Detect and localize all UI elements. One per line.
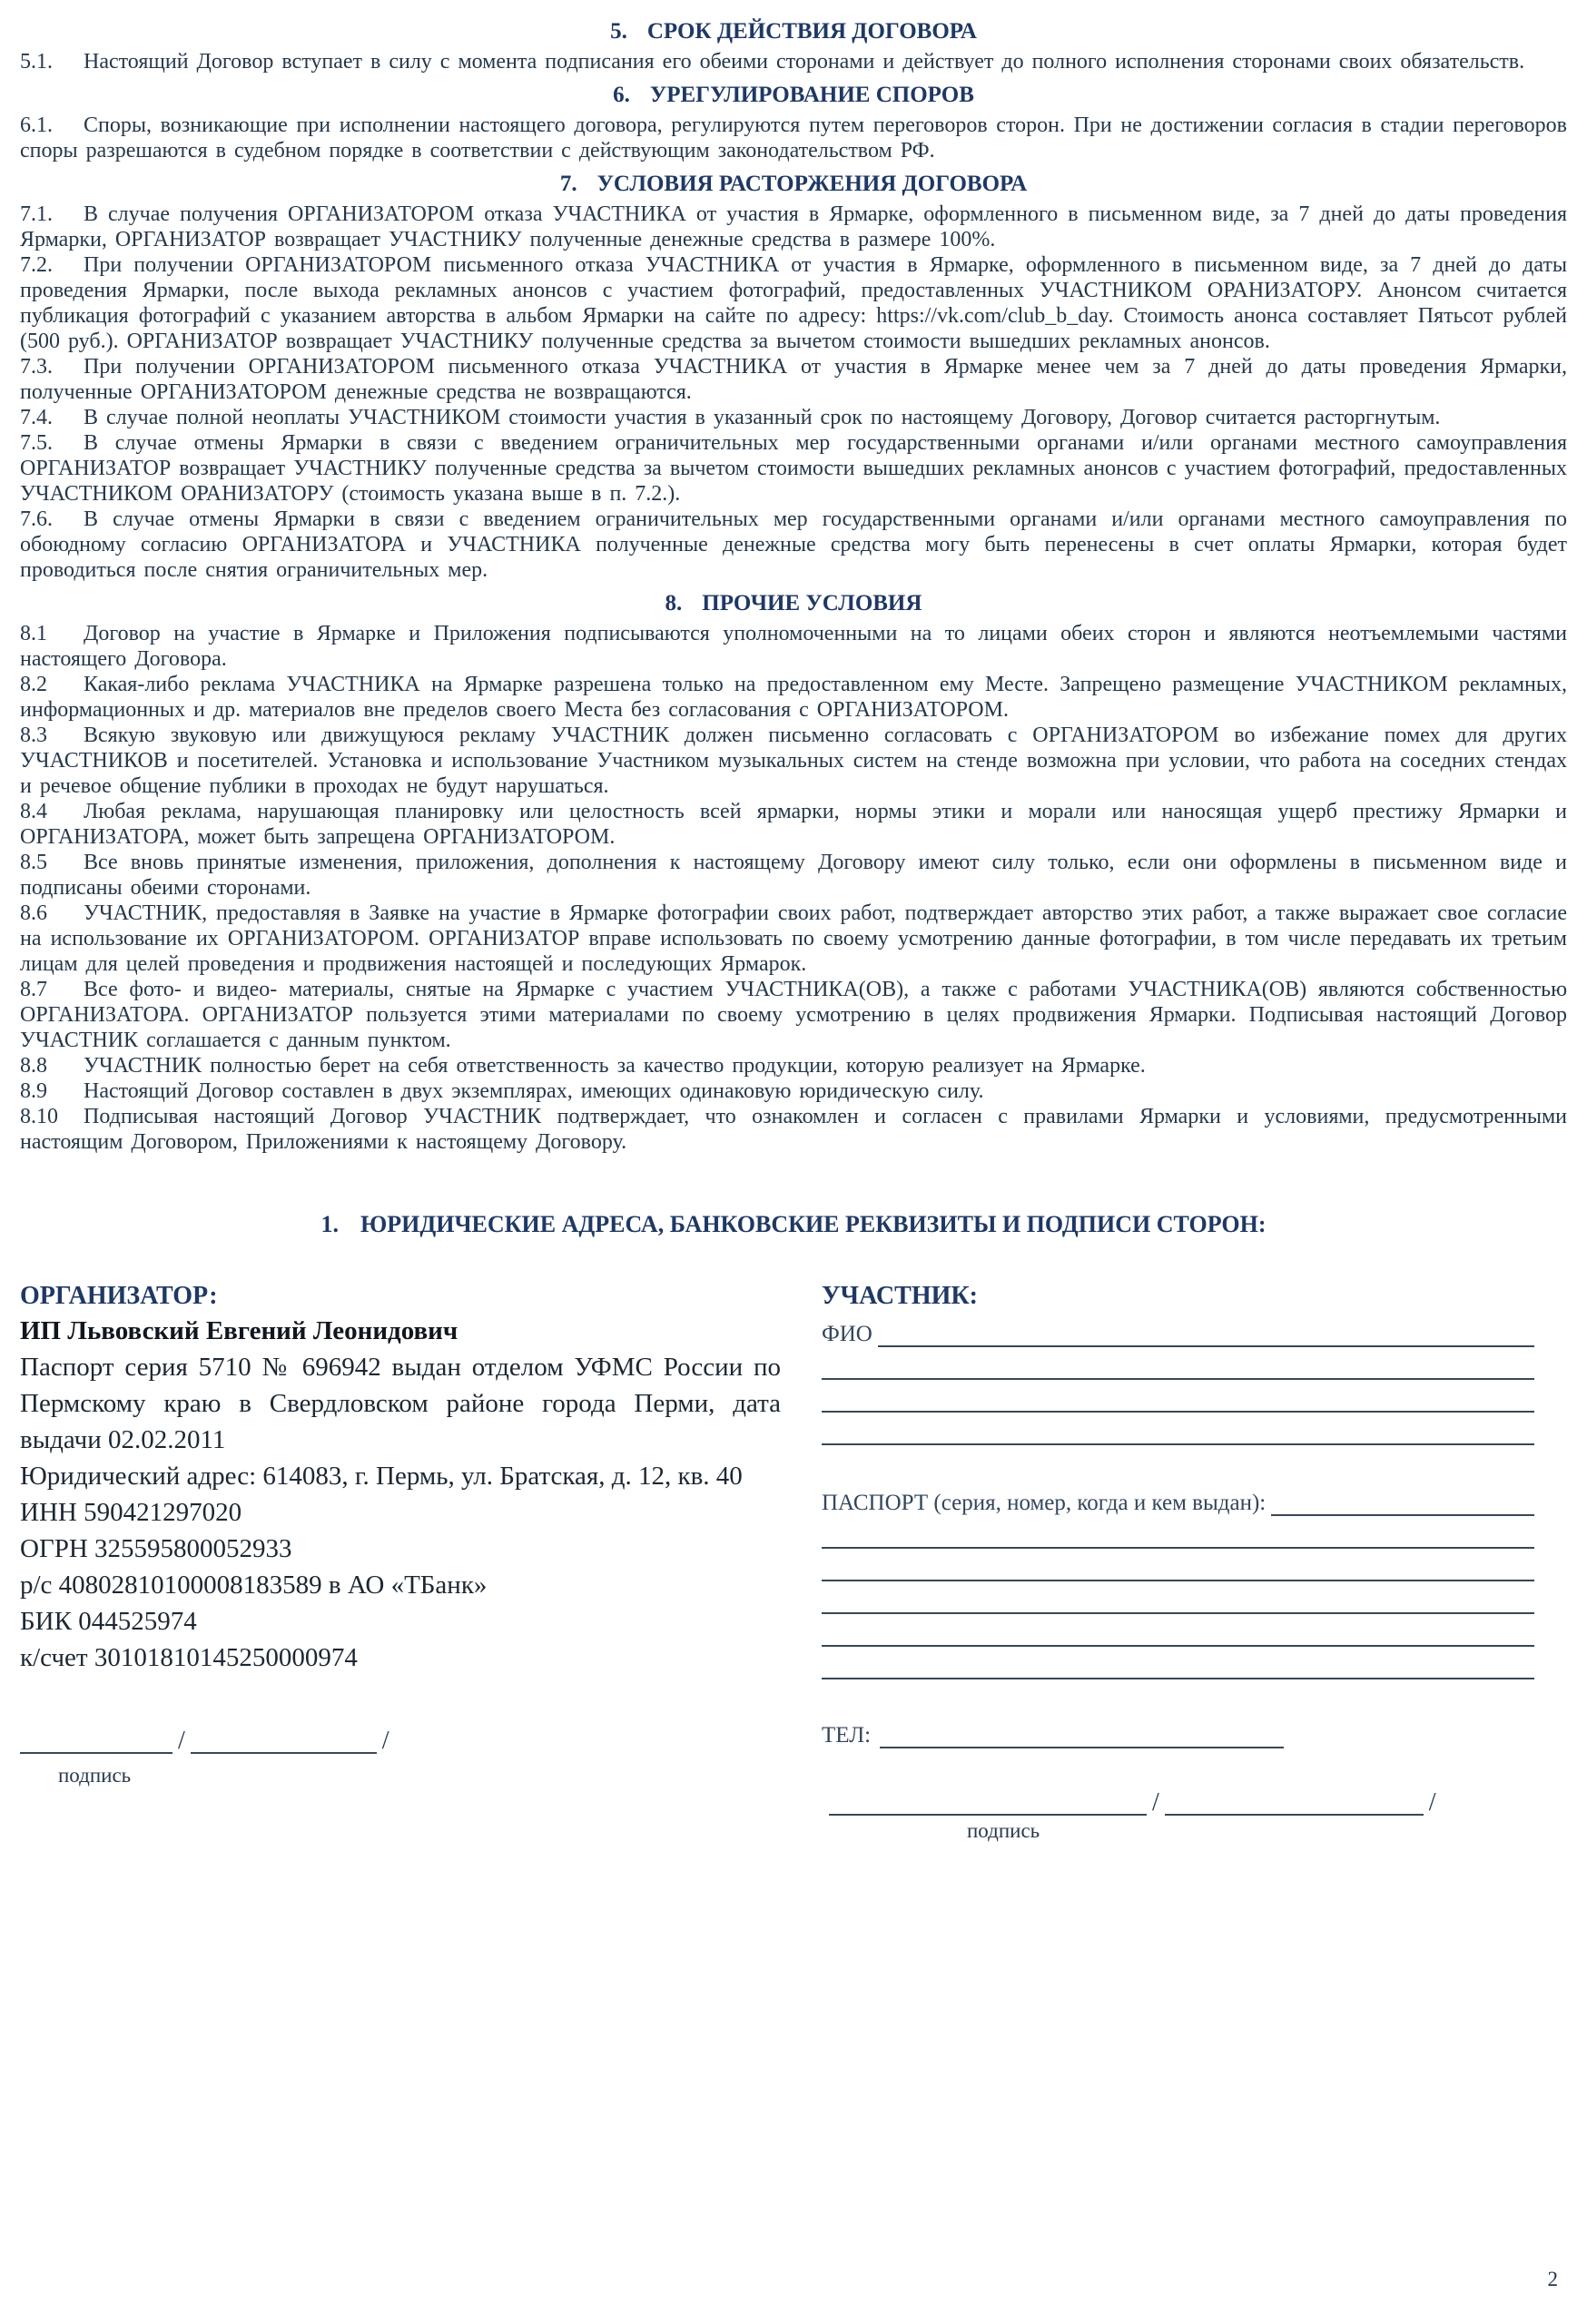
participant-column: [822, 1280, 1534, 1843]
section-heading-7: [20, 171, 1567, 198]
paragraph-text: В случае отмены Ярмарки в связи с введением ограничительных мер государственными органами и/или органами местного самоуправления ОРГАНИЗАТОР возвращает УЧАСТНИКУ полученные средства за вычетом стоимости вышедших рекламных анонсов с участием фотографий, предоставленных УЧАСТНИКОМ ОРАНИЗАТОРУ (стоимость указана выше в п. 7.2.).: [20, 431, 1567, 506]
paragraph-number: 7.3.: [20, 355, 53, 379]
paragraph-text: Настоящий Договор составлен в двух экземплярах, имеющих одинаковую юридическую силу.: [84, 1079, 984, 1103]
organizer-label: ОРГАНИЗАТОР:: [20, 1282, 218, 1310]
requisites-heading: [20, 1211, 1567, 1238]
participant-signature-caption: подпись: [967, 1819, 1040, 1842]
passport-label: ПАСПОРТ (серия, номер, когда и кем выдан):: [822, 1491, 1267, 1515]
organizer-signature-row: [20, 1728, 781, 1754]
organizer-name-line: [191, 1728, 377, 1754]
organizer-address: Юридический адрес: 614083, г. Пермь, ул. Братская, д. 12, кв. 40: [20, 1462, 743, 1491]
contract-paragraph: [20, 723, 1567, 799]
section-heading-6: [20, 82, 1567, 109]
fio-label: ФИО: [822, 1322, 872, 1346]
organizer-signature-line: [20, 1728, 172, 1754]
contract-paragraph: [20, 977, 1567, 1053]
page-number: 2: [1547, 2268, 1558, 2290]
paragraph-text: В случае получения ОРГАНИЗАТОРОМ отказа УЧАСТНИКА от участия в Ярмарке, оформленного в письменном виде, за 7 дней до даты проведения Ярмарки, ОРГАНИЗАТОР возвращает УЧАСТНИКУ полученные денежные средства в размере 100%.: [20, 202, 1567, 251]
contract-paragraph: [20, 405, 1567, 430]
paragraph-number: 6.1.: [20, 113, 53, 137]
section-number: 5.: [610, 19, 627, 44]
organizer-signature-caption: подпись: [58, 1764, 132, 1787]
participant-label: УЧАСТНИК:: [822, 1282, 979, 1310]
paragraph-number: 5.1.: [20, 50, 53, 74]
paragraph-number: 7.5.: [20, 431, 53, 455]
paragraph-text: Любая реклама, нарушающая планировку или целостность всей ярмарки, нормы этики и морали или наносящая ущерб престижу Ярмарки и ОРГАНИЗАТОРА, может быть запрещена ОРГАНИЗАТОРОМ.: [20, 800, 1567, 849]
contract-paragraph: [20, 202, 1567, 252]
contract-paragraph: [20, 799, 1567, 850]
paragraph-text: При получении ОРГАНИЗАТОРОМ письменного отказа УЧАСТНИКА от участия в Ярмарке менее чем за 7 дней до даты проведения Ярмарки, полученные ОРГАНИЗАТОРОМ денежные средства не возвращаются.: [20, 355, 1567, 404]
organizer-bik: БИК 044525974: [20, 1607, 197, 1636]
paragraph-number: 8.3: [20, 724, 47, 747]
contract-paragraph: [20, 672, 1567, 723]
paragraph-number: 8.2: [20, 673, 47, 696]
blank-line: [822, 1443, 1534, 1445]
organizer-name: ИП Львовский Евгений Леонидович: [20, 1316, 458, 1345]
section-number: 7.: [559, 172, 577, 196]
organizer-account: р/с 40802810100008183589 в АО «ТБанк»: [20, 1571, 488, 1600]
participant-name-line: [1165, 1790, 1424, 1816]
contract-paragraph: [20, 1078, 1567, 1104]
fio-row: [822, 1318, 1534, 1347]
paragraph-text: Всякую звуковую или движущуюся рекламу УЧАСТНИК должен письменно согласовать с ОРГАНИЗАТОРОМ во избежание помех для других УЧАСТНИКОВ и посетителей. Установка и использование Участником музыкальных систем на стенде возможна при условии, что работа на соседних стендах и речевое общение публики в проходах не будут нарушаться.: [20, 724, 1567, 798]
paragraph-text: Все фото- и видео- материалы, снятые на Ярмарке с участием УЧАСТНИКА(ОВ), а также с работами УЧАСТНИКА(ОВ) являются собственностью ОРГАНИЗАТОРА. ОРГАНИЗАТОР пользуется этими материалами по своему усмотрению в целях продвижения Ярмарки. Подписывая настоящий Договор УЧАСТНИК соглашается с данным пунктом.: [20, 978, 1567, 1052]
organizer-corr-account: к/счет 30101810145250000974: [20, 1643, 358, 1672]
slash-separator: /: [381, 1727, 389, 1755]
blank-line: [822, 1580, 1534, 1581]
paragraph-text: Все вновь принятые изменения, приложения, дополнения к настоящему Договору имеют силу только, если они оформлены в письменном виде и подписаны обеими сторонами.: [20, 851, 1567, 900]
paragraph-number: 7.2.: [20, 253, 53, 277]
tel-label: ТЕЛ:: [822, 1723, 872, 1748]
paragraph-number: 8.7: [20, 978, 47, 1001]
organizer-inn: ИНН 590421297020: [20, 1498, 242, 1527]
paragraph-number: 7.1.: [20, 202, 53, 226]
participant-signature-line: [829, 1790, 1147, 1816]
contract-paragraph: [20, 901, 1567, 977]
section-title: ПРОЧИЕ УСЛОВИЯ: [702, 591, 922, 615]
paragraph-text: Договор на участие в Ярмарке и Приложения подписываются уполномоченными на то лицами обеих сторон и являются неотъемлемыми частями настоящего Договора.: [20, 622, 1567, 671]
passport-row: [822, 1487, 1534, 1516]
paragraph-text: УЧАСТНИК полностью берет на себя ответственность за качество продукции, которую реализует на Ярмарке.: [84, 1054, 1146, 1078]
section-title: УСЛОВИЯ РАСТОРЖЕНИЯ ДОГОВОРА: [596, 172, 1028, 196]
tel-fill-line: [880, 1719, 1284, 1748]
organizer-ogrn: ОГРН 325595800052933: [20, 1534, 292, 1563]
blank-line: [822, 1678, 1534, 1679]
paragraph-text: Настоящий Договор вступает в силу с момента подписания его обеими сторонами и действует до полного исполнения сторонами своих обязательств.: [84, 50, 1525, 74]
tel-row: [822, 1719, 1534, 1748]
organizer-passport: Паспорт серия 5710 № 696942 выдан отделом УФМС России по Пермскому краю в Свердловском районе города Перми, дата выдачи 02.02.2011: [20, 1353, 781, 1454]
slash-separator: /: [1152, 1788, 1159, 1817]
paragraph-number: 8.6: [20, 901, 47, 925]
blank-line: [822, 1547, 1534, 1549]
section-number: 8.: [665, 591, 683, 615]
contract-paragraph: [20, 850, 1567, 901]
slash-separator: /: [178, 1727, 185, 1755]
paragraph-text: При получении ОРГАНИЗАТОРОМ письменного отказа УЧАСТНИКА от участия в Ярмарке, оформленного в письменном виде, за 7 дней до даты проведения Ярмарки, после выхода рекламных анонсов с участием фотографий, предоставленных УЧАСТНИКОМ ОРАНИЗАТОРУ. Анонсом считается публикация фотографий с указанием авторства в альбом Ярмарки на сайте по адресу: https://vk.com/club_b_day. Стоимость анонса составляет Пятьсот рублей (500 руб.). ОРГАНИЗАТОР возвращает УЧАСТНИКУ полученные средства за вычетом стоимости вышедших рекламных анонсов.: [20, 253, 1567, 353]
section-heading-5: [20, 18, 1567, 45]
paragraph-text: Какая-либо реклама УЧАСТНИКА на Ярмарке разрешена только на предоставленном ему Месте. Запрещено размещение УЧАСТНИКОМ рекламных, информационных и др. материалов вне пределов своего Места без согласования с ОРГАНИЗАТОРОМ.: [20, 673, 1567, 722]
contract-paragraph: [20, 49, 1567, 74]
blank-line: [822, 1378, 1534, 1380]
paragraph-number: 7.4.: [20, 406, 53, 429]
paragraph-text: В случае отмены Ярмарки в связи с введением ограничительных мер государственными органами и/или органами местного самоуправления по обоюдному согласию ОРГАНИЗАТОРА и УЧАСТНИКА полученные денежные средства могу быть перенесены в счет оплаты Ярмарки, которая будет проводиться после снятия ограничительных мер.: [20, 507, 1567, 582]
paragraph-text: Подписывая настоящий Договор УЧАСТНИК подтверждает, что ознакомлен и согласен с правилами Ярмарки и условиями, предусмотренными настоящим Договором, Приложениями к настоящему Договору.: [20, 1105, 1567, 1154]
contract-paragraph: [20, 507, 1567, 583]
requisites-heading-number: 1.: [320, 1211, 339, 1237]
paragraph-number: 8.4: [20, 800, 47, 823]
requisites-heading-title: ЮРИДИЧЕСКИЕ АДРЕСА, БАНКОВСКИЕ РЕКВИЗИТЫ И ПОДПИСИ СТОРОН:: [360, 1211, 1267, 1237]
slash-separator: /: [1428, 1788, 1436, 1817]
passport-fill-line: [1271, 1487, 1534, 1516]
paragraph-number: 8.5: [20, 851, 47, 874]
blank-line: [822, 1411, 1534, 1413]
section-title: УРЕГУЛИРОВАНИЕ СПОРОВ: [649, 83, 974, 107]
paragraph-text: В случае полной неоплаты УЧАСТНИКОМ стоимости участия в указанный срок по настоящему Договору, Договор считается расторгнутым.: [84, 406, 1441, 429]
requisites-columns: [20, 1280, 1567, 1843]
paragraph-number: 8.10: [20, 1105, 58, 1128]
blank-line: [822, 1645, 1534, 1647]
organizer-column: [20, 1280, 781, 1794]
contract-paragraph: [20, 252, 1567, 354]
participant-signature-row: [829, 1790, 1534, 1816]
section-number: 6.: [613, 83, 630, 107]
paragraph-number: 8.8: [20, 1054, 47, 1078]
paragraph-number: 8.9: [20, 1079, 47, 1103]
contract-paragraph: [20, 1104, 1567, 1155]
paragraph-number: 7.6.: [20, 507, 53, 531]
paragraph-text: УЧАСТНИК, предоставляя в Заявке на участие в Ярмарке фотографии своих работ, подтверждает авторство этих работ, а также выражает свое согласие на использование их ОРГАНИЗАТОРОМ. ОРГАНИЗАТОР вправе использовать по своему усмотрению данные фотографии, в том числе передавать их третьим лицам для целей проведения и продвижения настоящей и последующих Ярмарок.: [20, 901, 1567, 976]
blank-line: [822, 1612, 1534, 1614]
section-heading-8: [20, 590, 1567, 617]
paragraph-number: 8.1: [20, 622, 47, 645]
section-title: СРОК ДЕЙСТВИЯ ДОГОВОРА: [646, 19, 977, 44]
contract-paragraph: [20, 430, 1567, 507]
contract-paragraph: [20, 354, 1567, 405]
contract-paragraph: [20, 621, 1567, 672]
fio-fill-line: [878, 1318, 1534, 1347]
contract-paragraph: [20, 1053, 1567, 1078]
paragraph-text: Споры, возникающие при исполнении настоящего договора, регулируются путем переговоров сторон. При не достижении согласия в стадии переговоров споры разрешаются в судебном порядке в соответствии с действующим законодательством РФ.: [20, 113, 1567, 162]
contract-paragraph: [20, 113, 1567, 163]
